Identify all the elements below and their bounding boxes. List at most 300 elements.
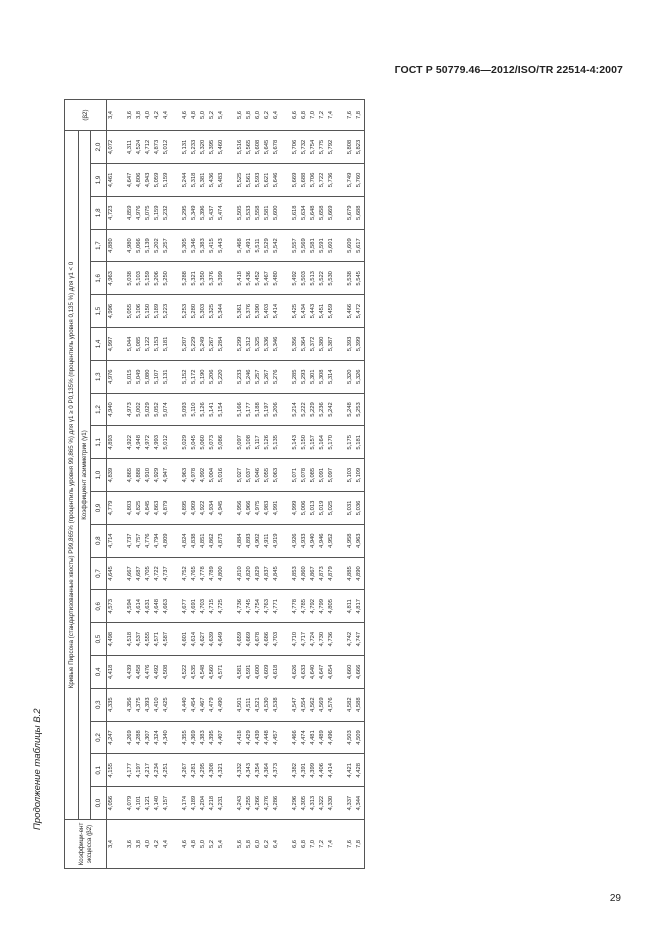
percentile-cell: 5,732 <box>300 131 309 164</box>
percentile-cell: 5,425 <box>291 295 300 328</box>
spacer-cell <box>281 459 291 492</box>
table-row <box>272 100 281 869</box>
percentile-cell: 4,344 <box>355 787 364 820</box>
percentile-cell: 5,285 <box>291 360 300 393</box>
percentile-cell: 4,966 <box>245 492 254 525</box>
spacer-cell <box>226 754 236 787</box>
percentile-cell: 5,157 <box>309 426 318 459</box>
percentile-cell: 5,823 <box>355 131 364 164</box>
percentile-cell: 5,244 <box>181 164 190 197</box>
percentile-cell: 5,222 <box>300 393 309 426</box>
kurtosis-tail-cell: 7,2 <box>318 100 327 131</box>
percentile-cell: 4,197 <box>135 754 144 787</box>
skewness-value-header: 0,4 <box>91 656 107 689</box>
percentile-cell: 4,997 <box>107 328 116 361</box>
percentile-cell: 5,648 <box>309 196 318 229</box>
percentile-cell: 5,569 <box>300 229 309 262</box>
percentile-cell: 4,715 <box>208 590 217 623</box>
rotated-table-container <box>62 88 640 880</box>
percentile-cell: 5,046 <box>254 459 263 492</box>
percentile-cell: 4,973 <box>126 393 135 426</box>
percentile-cell: 4,648 <box>153 590 162 623</box>
spacer-cell <box>281 524 291 557</box>
percentile-cell: 5,356 <box>291 328 300 361</box>
percentile-cell: 4,501 <box>236 688 245 721</box>
percentile-cell: 5,403 <box>263 295 272 328</box>
percentile-cell: 4,538 <box>272 688 281 721</box>
percentile-cell: 5,542 <box>272 229 281 262</box>
skewness-value-header: 1,9 <box>91 164 107 197</box>
percentile-cell: 5,188 <box>254 393 263 426</box>
kurtosis-cell: 5,0 <box>199 820 208 869</box>
percentile-cell: 5,166 <box>236 393 245 426</box>
percentile-cell: 4,492 <box>153 656 162 689</box>
kurtosis-tail-cell: 4,4 <box>162 100 171 131</box>
percentile-cell: 4,356 <box>126 688 135 721</box>
spacer-cell <box>171 459 181 492</box>
percentile-cell: 4,640 <box>309 656 318 689</box>
spacer-cell <box>226 721 236 754</box>
percentile-cell: 4,555 <box>144 623 153 656</box>
spacer-cell <box>171 100 181 131</box>
percentile-cell: 5,223 <box>162 295 171 328</box>
percentile-cell: 4,530 <box>263 688 272 721</box>
spacer-cell <box>171 360 181 393</box>
spacer-cell <box>226 196 236 229</box>
percentile-cell: 5,529 <box>263 229 272 262</box>
percentile-cell: 5,246 <box>245 360 254 393</box>
percentile-cell: 4,980 <box>126 229 135 262</box>
percentile-cell: 4,354 <box>254 754 263 787</box>
percentile-cell: 4,479 <box>208 688 217 721</box>
percentile-cell: 4,458 <box>135 656 144 689</box>
table-row <box>318 100 327 869</box>
percentile-cell: 5,376 <box>208 262 217 295</box>
spacer-cell <box>336 492 346 525</box>
percentile-cell: 4,879 <box>327 557 336 590</box>
percentile-cell: 4,978 <box>190 459 199 492</box>
percentile-cell: 5,775 <box>318 131 327 164</box>
spacer-cell <box>226 426 236 459</box>
percentile-cell: 4,355 <box>181 721 190 754</box>
percentile-cell: 4,591 <box>245 656 254 689</box>
spacer-cell <box>281 262 291 295</box>
percentile-cell: 5,080 <box>144 360 153 393</box>
spacer-cell <box>171 164 181 197</box>
percentile-cell: 4,281 <box>190 754 199 787</box>
spacer-cell <box>116 754 126 787</box>
percentile-cell: 4,940 <box>309 524 318 557</box>
skewness-value-header: 1,3 <box>91 360 107 393</box>
table-row <box>181 100 190 869</box>
percentile-cell: 4,322 <box>318 787 327 820</box>
percentile-cell: 5,372 <box>309 328 318 361</box>
spacer-cell <box>336 262 346 295</box>
percentile-cell: 4,522 <box>181 656 190 689</box>
skewness-value-header: 0,6 <box>91 590 107 623</box>
percentile-cell: 5,383 <box>199 229 208 262</box>
skewness-value-header: 1,1 <box>91 426 107 459</box>
percentile-cell: 5,480 <box>272 262 281 295</box>
spacer-cell <box>116 688 126 721</box>
percentile-cell: 5,418 <box>236 262 245 295</box>
spacer-cell <box>281 820 291 869</box>
percentile-cell: 5,503 <box>300 262 309 295</box>
spacer-cell <box>116 426 126 459</box>
percentile-cell: 4,859 <box>126 196 135 229</box>
percentile-cell: 5,325 <box>254 328 263 361</box>
kurtosis-tail-cell: 5,0 <box>199 100 208 131</box>
percentile-cell: 5,658 <box>318 196 327 229</box>
percentile-cell: 5,206 <box>208 360 217 393</box>
percentile-cell: 5,565 <box>245 131 254 164</box>
percentile-cell: 5,078 <box>300 459 309 492</box>
percentile-cell: 5,301 <box>309 360 318 393</box>
percentile-cell: 4,919 <box>272 524 281 557</box>
percentile-cell: 4,439 <box>254 721 263 754</box>
percentile-cell: 5,387 <box>327 328 336 361</box>
percentile-cell: 4,554 <box>300 688 309 721</box>
percentile-cell: 5,093 <box>181 393 190 426</box>
percentile-cell: 4,779 <box>107 492 116 525</box>
percentile-cell: 5,381 <box>199 164 208 197</box>
percentile-cell: 4,763 <box>263 590 272 623</box>
percentile-cell: 5,443 <box>309 295 318 328</box>
percentile-cell: 4,395 <box>208 721 217 754</box>
percentile-cell: 5,190 <box>199 360 208 393</box>
percentile-cell: 4,296 <box>291 787 300 820</box>
skewness-value-header: 1,0 <box>91 459 107 492</box>
percentile-cell: 5,229 <box>309 393 318 426</box>
percentile-cell: 5,525 <box>236 164 245 197</box>
percentile-cell: 4,601 <box>181 623 190 656</box>
percentile-cell: 4,873 <box>153 131 162 164</box>
percentile-cell: 4,867 <box>309 557 318 590</box>
percentile-cell: 5,437 <box>208 196 217 229</box>
spacer-cell <box>226 295 236 328</box>
percentile-cell: 5,108 <box>245 426 254 459</box>
percentile-cell: 5,045 <box>190 426 199 459</box>
percentile-cell: 4,976 <box>135 196 144 229</box>
skewness-value-header: 0,0 <box>91 787 107 820</box>
percentile-cell: 4,276 <box>263 787 272 820</box>
percentile-cell: 4,571 <box>153 623 162 656</box>
percentile-cell: 5,063 <box>272 459 281 492</box>
spacer-cell <box>171 590 181 623</box>
spacer-cell <box>336 393 346 426</box>
spacer-cell <box>116 295 126 328</box>
percentile-cell: 4,839 <box>107 459 116 492</box>
percentile-cell: 4,269 <box>126 721 135 754</box>
spacer-cell <box>171 524 181 557</box>
percentile-cell: 5,326 <box>355 360 364 393</box>
skewness-values-row <box>91 100 107 869</box>
percentile-cell: 4,794 <box>153 524 162 557</box>
percentile-cell: 4,454 <box>190 688 199 721</box>
percentile-cell: 5,561 <box>245 164 254 197</box>
percentile-cell: 4,829 <box>254 557 263 590</box>
percentile-cell: 5,107 <box>153 360 162 393</box>
percentile-cell: 4,231 <box>217 787 226 820</box>
percentile-cell: 4,518 <box>126 623 135 656</box>
percentile-cell: 4,945 <box>217 492 226 525</box>
percentile-cell: 5,012 <box>162 131 171 164</box>
percentile-cell: 5,467 <box>263 262 272 295</box>
skewness-value-header: 1,5 <box>91 295 107 328</box>
percentile-cell: 4,747 <box>355 623 364 656</box>
percentile-cell: 4,983 <box>263 492 272 525</box>
percentile-cell: 4,587 <box>162 623 171 656</box>
percentile-cell: 4,308 <box>208 754 217 787</box>
percentile-cell: 5,621 <box>263 164 272 197</box>
skewness-value-header: 2,0 <box>91 131 107 164</box>
spacer-cell <box>336 100 346 131</box>
kurtosis-tail-cell: 5,6 <box>236 100 245 131</box>
percentile-cell: 4,337 <box>346 787 355 820</box>
spacer-cell <box>171 820 181 869</box>
percentile-cell: 4,663 <box>162 590 171 623</box>
percentile-cell: 4,633 <box>300 656 309 689</box>
spacer-cell <box>226 590 236 623</box>
percentile-cell: 5,679 <box>346 196 355 229</box>
table-row <box>162 100 171 869</box>
percentile-cell: 4,687 <box>135 557 144 590</box>
kurtosis-cell: 7,6 <box>346 820 355 869</box>
table-row <box>208 100 217 869</box>
percentile-cell: 5,350 <box>199 262 208 295</box>
percentile-cell: 4,571 <box>217 656 226 689</box>
percentile-cell: 5,600 <box>272 196 281 229</box>
percentile-cell: 5,376 <box>245 295 254 328</box>
skewness-value-header: 1,2 <box>91 393 107 426</box>
percentile-cell: 4,895 <box>181 492 190 525</box>
percentile-cell: 5,253 <box>355 393 364 426</box>
table-row <box>107 100 116 869</box>
spacer-cell <box>171 787 181 820</box>
percentile-cell: 5,031 <box>346 492 355 525</box>
percentile-cell: 5,396 <box>199 196 208 229</box>
kurtosis-cell: 7,0 <box>309 820 318 869</box>
percentile-cell: 4,177 <box>126 754 135 787</box>
spacer-cell <box>171 295 181 328</box>
spacer-cell <box>116 459 126 492</box>
percentile-cell: 5,468 <box>236 229 245 262</box>
percentile-cell: 4,382 <box>291 754 300 787</box>
percentile-cell: 5,325 <box>208 295 217 328</box>
percentile-cell: 5,181 <box>355 426 364 459</box>
percentile-cell: 4,820 <box>245 557 254 590</box>
spacer-cell <box>281 393 291 426</box>
percentile-cell: 5,609 <box>346 229 355 262</box>
spacer-cell <box>116 328 126 361</box>
percentile-cell: 5,027 <box>236 459 245 492</box>
spacer-cell <box>116 524 126 557</box>
spacer-cell <box>226 393 236 426</box>
percentile-cell: 4,321 <box>217 754 226 787</box>
spacer-cell <box>336 688 346 721</box>
spacer-cell <box>336 787 346 820</box>
percentile-cell: 5,253 <box>181 295 190 328</box>
percentile-cell: 5,505 <box>236 196 245 229</box>
percentile-cell: 5,591 <box>318 229 327 262</box>
kurtosis-cell: 6,4 <box>272 820 281 869</box>
percentile-cell: 4,654 <box>327 656 336 689</box>
percentile-cell: 5,029 <box>181 426 190 459</box>
percentile-cell: 4,806 <box>135 164 144 197</box>
kurtosis-tail-header: (β2) <box>65 100 107 131</box>
kurtosis-cell: 5,6 <box>236 820 245 869</box>
percentile-cell: 4,218 <box>208 787 217 820</box>
pearson-span-header: Кривые Пирсона (стандартизованные хвосты) P99,865% (процентиль уровня 99,865 %) для γ1 ≥ 0 P0,135% (процентиль уровня 0,135 %) для γ1 < 0 <box>65 131 79 820</box>
spacer-cell <box>226 492 236 525</box>
row-group-spacer <box>281 100 291 869</box>
kurtosis-cell: 5,2 <box>208 820 217 869</box>
percentile-cell: 4,933 <box>300 524 309 557</box>
percentile-cell: 4,669 <box>245 623 254 656</box>
kurtosis-tail-cell: 3,6 <box>126 100 135 131</box>
percentile-cell: 4,647 <box>126 164 135 197</box>
percentile-cell: 5,074 <box>162 393 171 426</box>
kurtosis-tail-cell: 6,8 <box>300 100 309 131</box>
skewness-value-header: 0,9 <box>91 492 107 525</box>
spacer-cell <box>281 656 291 689</box>
percentile-cell: 5,233 <box>236 360 245 393</box>
percentile-cell: 4,121 <box>144 787 153 820</box>
percentile-cell: 5,110 <box>190 393 199 426</box>
percentile-cell: 4,910 <box>144 459 153 492</box>
percentile-cell: 4,474 <box>300 721 309 754</box>
percentile-cell: 4,614 <box>190 623 199 656</box>
percentile-cell: 5,141 <box>208 393 217 426</box>
percentile-cell: 4,234 <box>153 754 162 787</box>
kurtosis-cell: 7,2 <box>318 820 327 869</box>
percentile-cell: 5,530 <box>327 262 336 295</box>
spacer-cell <box>171 393 181 426</box>
percentile-cell: 4,963 <box>355 524 364 557</box>
percentile-cell: 5,760 <box>355 164 364 197</box>
percentile-cell: 4,421 <box>346 754 355 787</box>
percentile-cell: 4,439 <box>126 656 135 689</box>
percentile-cell: 5,150 <box>300 426 309 459</box>
percentile-cell: 4,418 <box>236 721 245 754</box>
spacer-cell <box>281 100 291 131</box>
percentile-cell: 5,207 <box>181 328 190 361</box>
spacer-cell <box>281 295 291 328</box>
percentile-cell: 5,459 <box>327 295 336 328</box>
spacer-cell <box>116 131 126 164</box>
percentile-cell: 4,691 <box>190 590 199 623</box>
percentile-cell: 4,926 <box>291 524 300 557</box>
percentile-cell: 5,452 <box>254 262 263 295</box>
percentile-cell: 4,725 <box>217 590 226 623</box>
percentile-cell: 5,126 <box>199 393 208 426</box>
percentile-cell: 4,884 <box>236 524 245 557</box>
spacer-cell <box>116 492 126 525</box>
percentile-cell: 5,071 <box>291 459 300 492</box>
percentile-cell: 5,154 <box>217 393 226 426</box>
percentile-cell: 5,706 <box>291 131 300 164</box>
kurtosis-cell: 7,4 <box>327 820 336 869</box>
spacer-cell <box>171 492 181 525</box>
percentile-cell: 4,996 <box>107 295 116 328</box>
percentile-cell: 4,457 <box>272 721 281 754</box>
kurtosis-cell: 6,0 <box>254 820 263 869</box>
percentile-cell: 5,393 <box>346 328 355 361</box>
percentile-cell: 5,299 <box>236 328 245 361</box>
percentile-cell: 5,055 <box>263 459 272 492</box>
percentile-cell: 4,174 <box>181 787 190 820</box>
percentile-cell: 4,825 <box>135 492 144 525</box>
percentile-cell: 4,853 <box>291 557 300 590</box>
percentile-cell: 4,909 <box>190 492 199 525</box>
percentile-cell: 4,730 <box>318 623 327 656</box>
percentile-cell: 5,206 <box>272 393 281 426</box>
percentile-cell: 5,443 <box>217 229 226 262</box>
percentile-cell: 5,131 <box>162 360 171 393</box>
percentile-cell: 5,122 <box>144 328 153 361</box>
percentile-cell: 4,851 <box>199 524 208 557</box>
percentile-cell: 5,436 <box>245 262 254 295</box>
percentile-cell: 4,799 <box>318 590 327 623</box>
percentile-cell: 5,197 <box>263 393 272 426</box>
spacer-cell <box>226 656 236 689</box>
kurtosis-tail-cell: 3,4 <box>107 100 116 131</box>
percentile-cell: 4,313 <box>309 787 318 820</box>
percentile-cell: 5,073 <box>208 426 217 459</box>
percentile-cell: 4,573 <box>107 590 116 623</box>
percentile-cell: 4,576 <box>327 688 336 721</box>
percentile-cell: 5,131 <box>181 131 190 164</box>
percentile-cell: 4,893 <box>107 426 116 459</box>
percentile-cell: 4,467 <box>199 688 208 721</box>
percentile-cell: 4,757 <box>135 524 144 557</box>
spacer-cell <box>336 623 346 656</box>
percentile-cell: 5,075 <box>144 196 153 229</box>
skewness-value-header: 0,5 <box>91 623 107 656</box>
spacer-cell <box>281 557 291 590</box>
percentile-cell: 4,879 <box>162 492 171 525</box>
percentile-cell: 5,164 <box>318 426 327 459</box>
percentile-cell: 4,582 <box>346 688 355 721</box>
percentile-cell: 5,634 <box>300 196 309 229</box>
table-row <box>355 100 364 869</box>
skewness-value-header: 0,7 <box>91 557 107 590</box>
percentile-cell: 4,824 <box>181 524 190 557</box>
row-group-spacer <box>171 100 181 869</box>
percentile-cell: 4,476 <box>144 656 153 689</box>
percentile-cell: 4,880 <box>107 229 116 262</box>
percentile-cell: 5,346 <box>190 229 199 262</box>
percentile-cell: 4,873 <box>318 557 327 590</box>
kurtosis-cell: 3,8 <box>135 820 144 869</box>
spacer-cell <box>281 623 291 656</box>
percentile-cell: 5,346 <box>272 328 281 361</box>
percentile-cell: 5,295 <box>181 196 190 229</box>
percentile-cell: 5,361 <box>236 295 245 328</box>
percentile-cell: 4,778 <box>291 590 300 623</box>
percentile-cell: 5,320 <box>199 131 208 164</box>
percentile-cell: 4,418 <box>107 656 116 689</box>
percentile-cell: 5,066 <box>135 229 144 262</box>
percentile-cell: 5,006 <box>300 492 309 525</box>
percentile-cell: 4,737 <box>162 557 171 590</box>
percentile-cell: 5,466 <box>346 295 355 328</box>
percentile-cell: 5,202 <box>153 229 162 262</box>
percentile-cell: 4,992 <box>199 459 208 492</box>
percentile-cell: 5,706 <box>309 164 318 197</box>
table-row <box>327 100 336 869</box>
spacer-cell <box>281 754 291 787</box>
